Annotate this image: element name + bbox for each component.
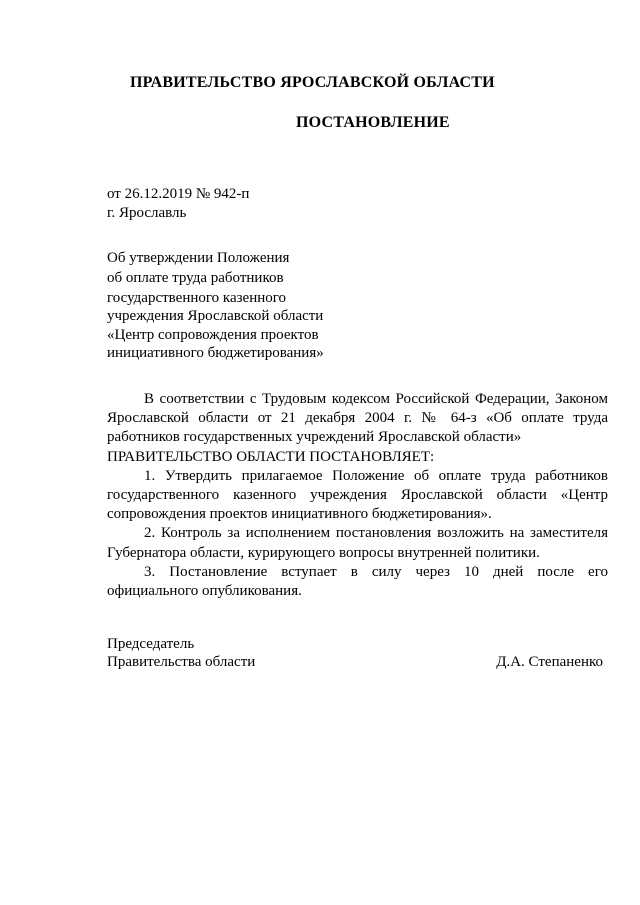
item-paragraph: 2. Контроль за исполнением постановления возложить на заместителя Губернатора области, курирующего вопросы внутренней политики. [107,525,608,561]
subject-line: государственного казенного [107,290,287,306]
resolves-line: ПРАВИТЕЛЬСТВО ОБЛАСТИ ПОСТАНОВЛЯЕТ: [107,448,435,465]
subject-line: инициативного бюджетирования» [107,345,324,361]
signatory-name: Д.А. Степаненко [496,654,603,670]
signatory-position: Правительства области [107,654,256,670]
signatory-position: Председатель [107,636,195,652]
preamble-paragraph: В соответствии с Трудовым кодексом Российской Федерации, Законом Ярославской области от 21 декабря 2004 г. № 64-з «Об оплате труда работников государственных учреждений Ярославской области» [107,391,608,446]
subject-line: «Центр сопровождения проектов [107,327,319,343]
document-type-title: ПОСТАНОВЛЕНИЕ [296,114,450,131]
item-paragraph: 1. Утвердить прилагаемое Положение об оплате труда работников государственного казенного учреждения Ярославской области «Центр сопровождения проектов инициативного бюджетирования». [107,467,608,523]
government-title: ПРАВИТЕЛЬСТВО ЯРОСЛАВСКОЙ ОБЛАСТИ [130,74,495,91]
document-body [107,390,608,601]
item-paragraph: 3. Постановление вступает в силу через 10 дней после его официального опубликования. [107,563,608,600]
date-number: от 26.12.2019 № 942-п [107,186,250,202]
subject-line: учреждения Ярославской области [107,308,324,324]
subject-line: об оплате труда работников [107,270,284,286]
subject-line: Об утверждении Положения [107,250,290,266]
city: г. Ярославль [107,205,187,221]
